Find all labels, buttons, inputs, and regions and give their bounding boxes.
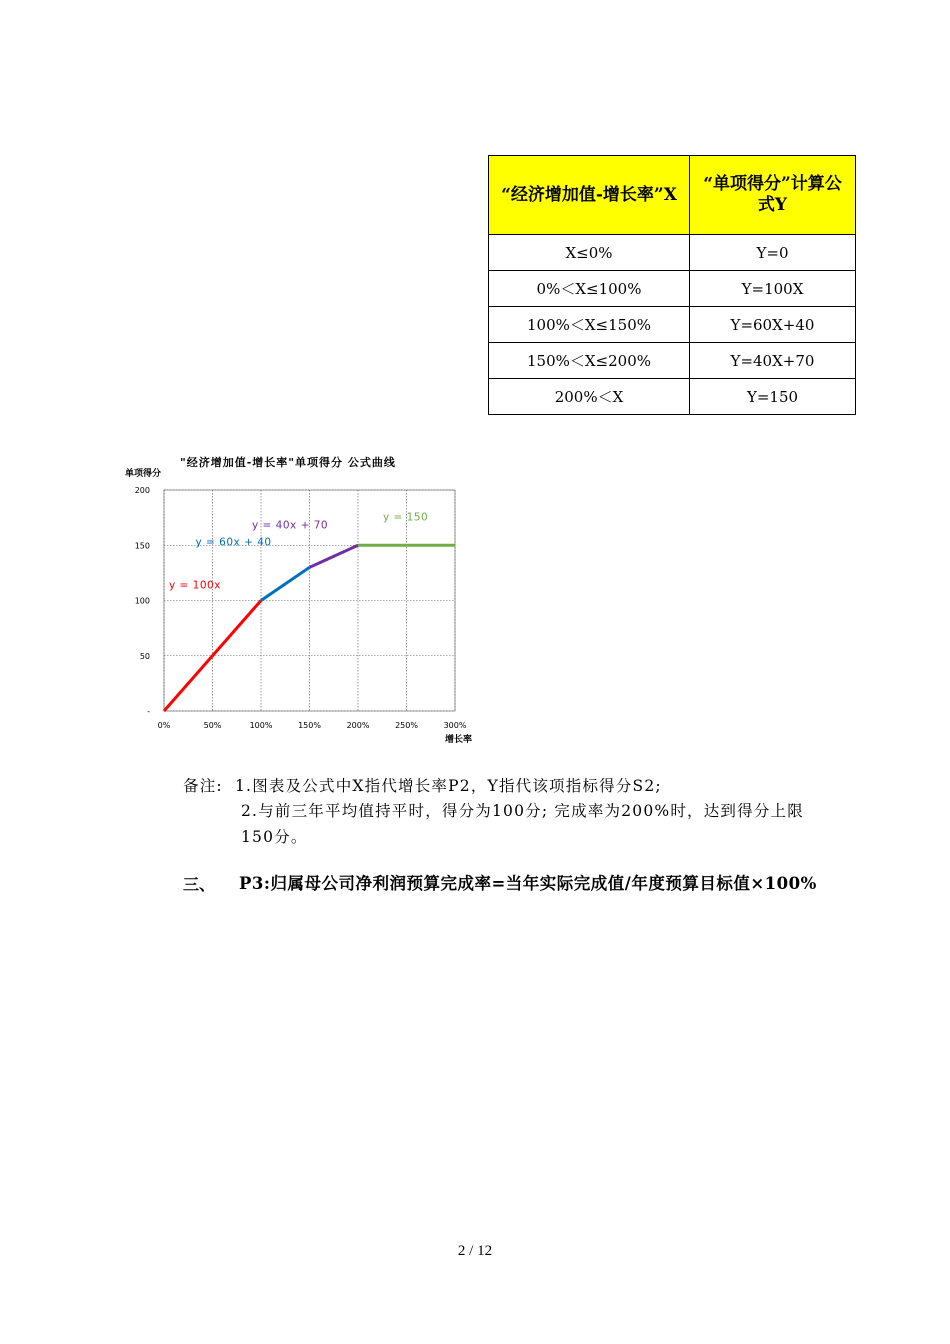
table-row <box>489 379 856 415</box>
series-line <box>310 545 359 567</box>
section-heading: P3:归属母公司净利润预算完成率=当年实际完成值/年度预算目标值×100% <box>239 874 817 893</box>
y-tick-label: 150 <box>134 541 150 551</box>
score-curve-chart <box>115 448 485 748</box>
series-line <box>261 567 310 600</box>
table-cell: 150%＜X≤200% <box>489 343 690 379</box>
table-cell: Y=100X <box>690 271 856 307</box>
notes-label: 备注: <box>183 777 223 795</box>
x-tick-label: 150% <box>298 721 321 730</box>
table-row <box>489 307 856 343</box>
table-cell: 0%＜X≤100% <box>489 271 690 307</box>
y-tick-label: 100 <box>134 596 150 606</box>
series-label: y = 100x <box>169 579 221 592</box>
table-cell: Y=40X+70 <box>690 343 856 379</box>
x-tick-label: 250% <box>395 721 418 730</box>
chart-y-axis-label: 单项得分 <box>125 469 162 479</box>
x-tick-label: 100% <box>249 721 273 730</box>
x-tick-label: 0% <box>157 721 171 730</box>
section-number: 三、 <box>183 875 216 894</box>
y-tick-label: 50 <box>139 651 150 661</box>
series-label: y = 150 <box>383 511 429 524</box>
table-cell: Y=0 <box>690 235 856 271</box>
table-header-row <box>489 156 856 235</box>
y-tick-label: - <box>147 707 150 716</box>
page-number: 2 / 12 <box>457 1243 493 1259</box>
x-tick-label: 50% <box>203 721 222 730</box>
x-tick-label: 300% <box>443 721 467 730</box>
table-cell: 200%＜X <box>489 379 690 415</box>
note-item-1: 1.图表及公式中X指代增长率P2，Y指代该项指标得分S2; <box>235 777 662 795</box>
note-item-2: 2.与前三年平均值持平时，得分为100分; 完成率为200%时，达到得分上限150分。 <box>241 802 804 846</box>
table-row <box>489 235 856 271</box>
table-header-cell: “单项得分”计算公式Y <box>690 156 856 235</box>
table-row <box>489 271 856 307</box>
series-label: y = 60x + 40 <box>195 536 272 549</box>
table-row <box>489 343 856 379</box>
chart-x-axis-label: 增长率 <box>445 735 473 745</box>
formula-table <box>488 155 856 415</box>
table-cell: Y=60X+40 <box>690 307 856 343</box>
x-tick-label: 200% <box>346 721 370 730</box>
series-label: y = 40x + 70 <box>252 519 329 532</box>
chart-title: "经济增加值-增长率"单项得分 公式曲线 <box>180 456 396 469</box>
table-cell: X≤0% <box>489 235 690 271</box>
y-tick-label: 200 <box>134 486 150 495</box>
table-cell: 100%＜X≤150% <box>489 307 690 343</box>
table-cell: Y=150 <box>690 379 856 415</box>
table-header-cell: “经济增加值-增长率”X <box>489 156 690 235</box>
